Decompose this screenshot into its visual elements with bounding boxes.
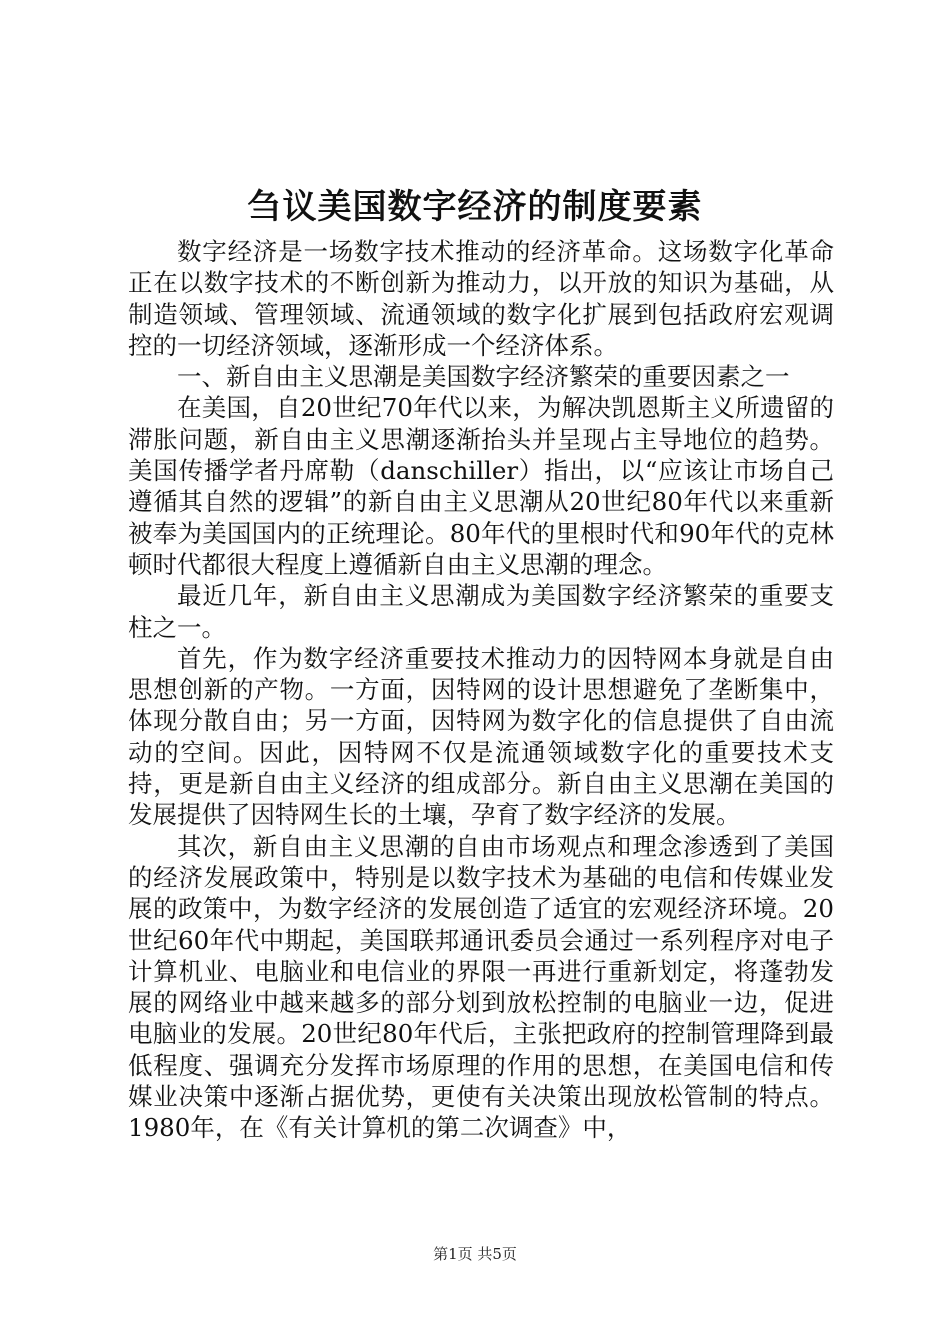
page-number-footer: 第1页 共5页: [433, 1245, 517, 1263]
paragraph: 首先，作为数字经济重要技术推动力的因特网本身就是自由思想创新的产物。一方面，因特网的设计思想避免了垄断集中，体现分散自由；另一方面，因特网为数字化的信息提供了自由流动的空间。因此，因特网不仅是流通领域数字化的重要技术支持，更是新自由主义经济的组成部分。新自由主义思潮在美国的发展提供了因特网生长的土壤，孕育了数字经济的发展。: [128, 643, 834, 830]
document-title: 刍议美国数字经济的制度要素: [247, 187, 703, 227]
document-body: [128, 236, 834, 1144]
paragraph: 其次，新自由主义思潮的自由市场观点和理念渗透到了美国的经济发展政策中，特别是以数字技术为基础的电信和传媒业发展的政策中，为数字经济的发展创造了适宜的宏观经济环境。20世纪60年代中期起，美国联邦通讯委员会通过一系列程序对电子计算机业、电脑业和电信业的界限一再进行重新划定，将蓬勃发展的网络业中越来越多的部分划到放松控制的电脑业一边，促进电脑业的发展。20世纪80年代后，主张把政府的控制管理降到最低程度、强调充分发挥市场原理的作用的思想，在美国电信和传媒业决策中逐渐占据优势，更使有关决策出现放松管制的特点。1980年，在《有关计算机的第二次调查》中，: [128, 831, 834, 1143]
paragraph: 数字经济是一场数字技术推动的经济革命。这场数字化革命正在以数字技术的不断创新为推动力，以开放的知识为基础，从制造领域、管理领域、流通领域的数字化扩展到包括政府宏观调控的一切经济领域，逐渐形成一个经济体系。: [128, 237, 834, 360]
section-heading: 一、新自由主义思潮是美国数字经济繁荣的重要因素之一: [177, 362, 790, 392]
paragraph: 最近几年，新自由主义思潮成为美国数字经济繁荣的重要支柱之一。: [128, 581, 834, 642]
paragraph: 在美国，自20世纪70年代以来，为解决凯恩斯主义所遗留的滞胀问题，新自由主义思潮逐渐抬头并呈现占主导地位的趋势。美国传播学者丹席勒（danschiller）指出，以“应该让市场自己遵循其自然的逻辑”的新自由主义思潮从20世纪80年代以来重新被奉为美国国内的正统理论。80年代的里根时代和90年代的克林顿时代都很大程度上遵循新自由主义思潮的理念。: [128, 393, 834, 579]
